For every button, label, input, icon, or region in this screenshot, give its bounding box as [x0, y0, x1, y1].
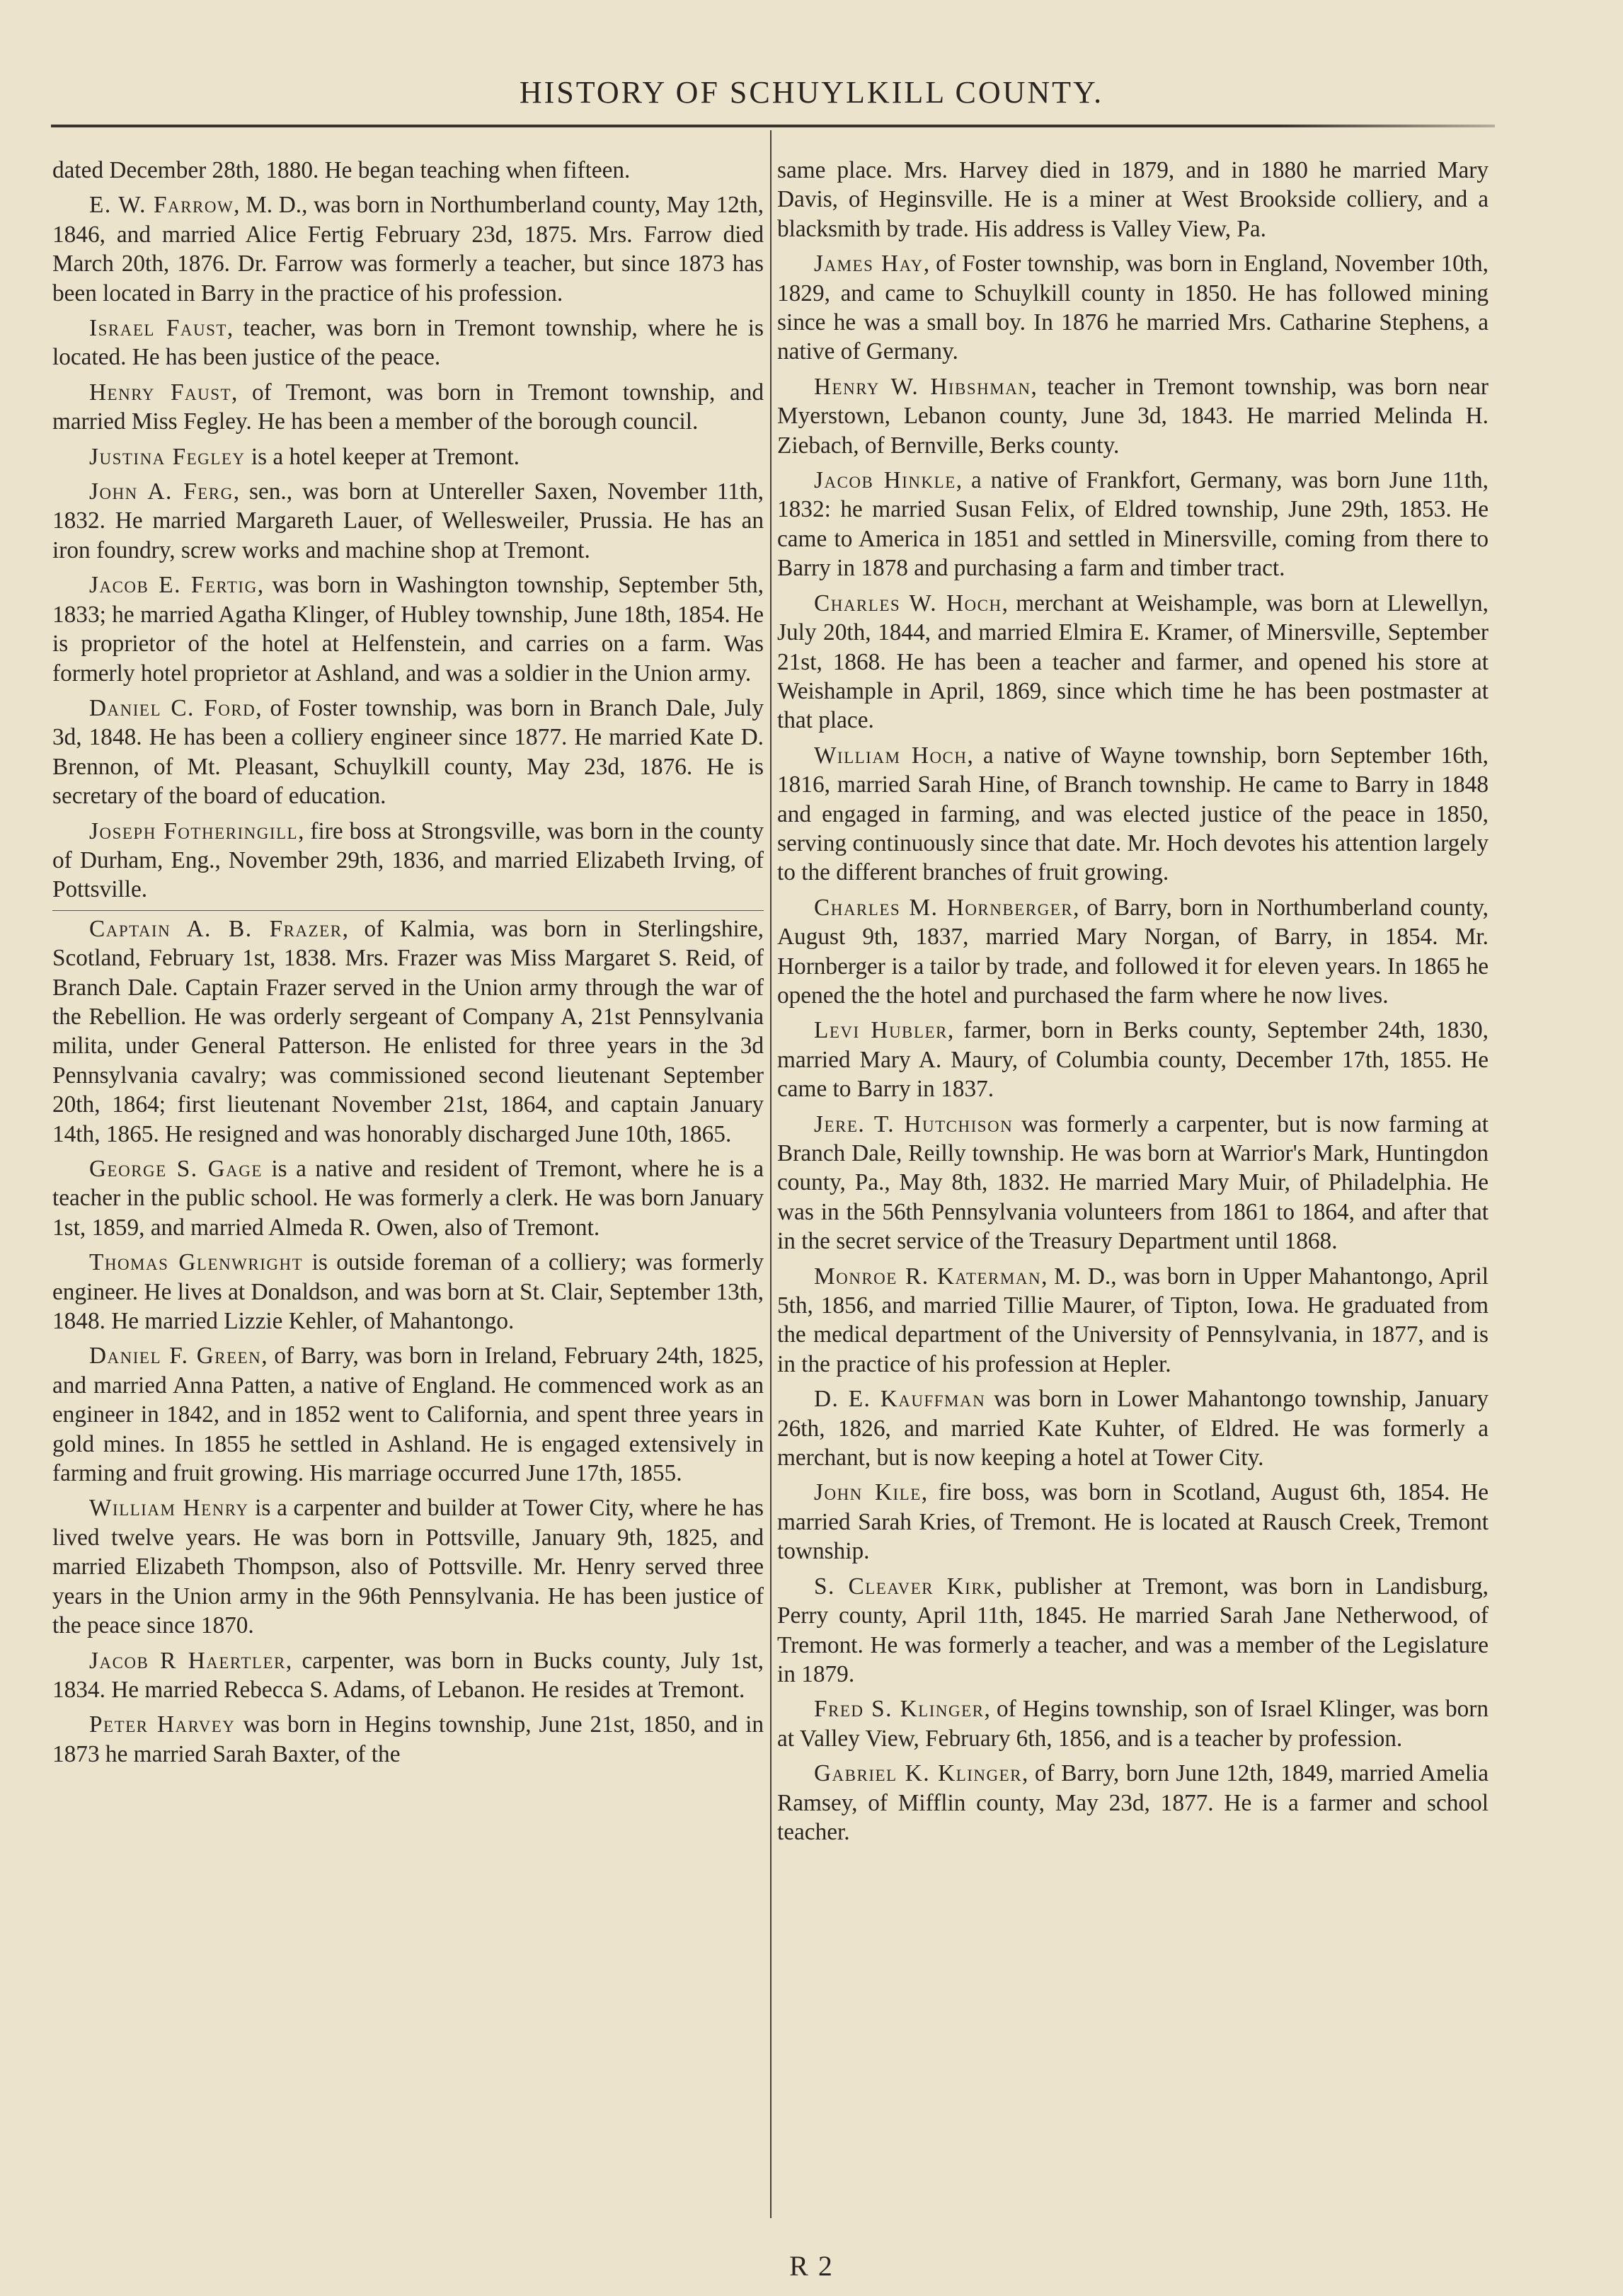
biography-entry: dated December 28th, 1880. He began teaching when fifteen. — [52, 157, 631, 183]
person-name: Henry Faust — [89, 379, 232, 406]
biography-entry: Joseph Fotheringill, fire boss at Strongsville, was born in the county of Durham, Eng., November 29th, 1836, and married Elizabeth Irving, of Pottsville. — [52, 817, 764, 903]
biography-entry: Captain A. B. Frazer, of Kalmia, was born in Sterlingshire, Scotland, February 1st, 1838. Mrs. Frazer was Miss Margaret S. Reid, of Branch Dale. Captain Frazer served in the Union army through the war of the Rebellion. He was orderly sergeant of Company A, 21st Pennsylvania milita, under General Patterson. He enlisted for three years in the 3d Pennsylvania cavalry; was commissioned second lieutenant September 20th, 1864; first lieutenant November 21st, 1864, and captain January 14th, 1865. He resigned and was honorably discharged June 10th, 1865. — [52, 910, 764, 1149]
biography-entry: Israel Faust, teacher, was born in Tremont township, where he is located. He has been justice of the peace. — [52, 315, 764, 371]
biography-entry: John Kile, fire boss, was born in Scotland, August 6th, 1854. He married Sarah Kries, of Tremont. He is located at Rausch Creek, Tremont township. — [777, 1479, 1489, 1565]
person-name: John A. Ferg — [89, 478, 234, 505]
biography-entry: Thomas Glenwright is outside foreman of a colliery; was formerly engineer. He lives at Donaldson, and was born at St. Clair, September 13th, 1848. He married Lizzie Kehler, of Mahantongo. — [52, 1249, 764, 1335]
person-name: William Henry — [89, 1495, 249, 1522]
person-name: Peter Harvey — [89, 1711, 236, 1738]
signature-mark: R 2 — [789, 2250, 834, 2282]
biography-entry: William Henry is a carpenter and builder at Tower City, where he has lived twelve years. He was born in Pottsville, January 9th, 1825, and married Elizabeth Thompson, also of Pottsville. Mr. Henry served three years in the Union army in the 96th Pennsylvania. He has been justice of the peace since 1870. — [52, 1495, 764, 1639]
person-name: Daniel C. Ford — [89, 694, 256, 721]
person-name: E. W. Farrow — [89, 192, 234, 219]
person-name: Jacob R Haertler — [89, 1647, 286, 1674]
person-name: Monroe R. Katerman — [814, 1263, 1042, 1290]
person-name: Charles W. Hoch — [814, 590, 1002, 616]
person-name: S. Cleaver Kirk — [814, 1573, 997, 1600]
biography-entry: Gabriel K. Klinger, of Barry, born June 12th, 1849, married Amelia Ramsey, of Mifflin county, May 23d, 1877. He is a farmer and school teacher. — [777, 1760, 1489, 1845]
person-name: Thomas Glenwright — [89, 1249, 304, 1276]
person-name: Joseph Fotheringill — [89, 817, 299, 844]
person-name: Levi Hubler — [814, 1017, 948, 1044]
column-divider — [770, 130, 772, 2218]
person-name: Israel Faust — [89, 315, 227, 342]
person-name: D. E. Kauffman — [814, 1386, 986, 1413]
biography-entry: Henry Faust, of Tremont, was born in Tremont township, and married Miss Fegley. He has been a member of the borough council. — [52, 379, 764, 435]
biography-entry: Peter Harvey was born in Hegins township, June 21st, 1850, and in 1873 he married Sarah Baxter, of the — [52, 1711, 764, 1767]
biography-entry: Fred S. Klinger, of Hegins township, son of Israel Klinger, was born at Valley View, February 6th, 1856, and is a teacher by profession. — [777, 1696, 1489, 1752]
person-name: John Kile — [814, 1479, 922, 1506]
person-name: George S. Gage — [89, 1156, 263, 1182]
biography-entry: Jacob Hinkle, a native of Frankfort, Germany, was born June 11th, 1832: he married Susan Felix, of Eldred township, June 29th, 1853. He came to America in 1851 and settled in Minersville, coming from there to Barry in 1878 and purchasing a farm and timber tract. — [777, 467, 1489, 582]
biography-entry: John A. Ferg, sen., was born at Untereller Saxen, November 11th, 1832. He married Margareth Lauer, of Wellesweiler, Prussia. He has an iron foundry, screw works and machine shop at Tremont. — [52, 478, 764, 563]
person-name: Jacob E. Fertig — [89, 572, 258, 599]
biography-entry: Jacob R Haertler, carpenter, was born in Bucks county, July 1st, 1834. He married Rebecca S. Adams, of Lebanon. He resides at Tremont. — [52, 1647, 764, 1703]
person-name: Gabriel K. Klinger — [814, 1760, 1023, 1787]
biography-entry: Henry W. Hibshman, teacher in Tremont township, was born near Myerstown, Lebanon county, June 3d, 1843. He married Melinda H. Ziebach, of Bernville, Berks county. — [777, 373, 1489, 459]
person-name: Captain A. B. Frazer — [89, 915, 343, 942]
biography-entry: Charles M. Hornberger, of Barry, born in Northumberland county, August 9th, 1837, married Mary Norgan, of Barry, in 1854. Mr. Hornberger is a tailor by trade, and followed it for eleven years. In 1865 he opened the the hotel and purchased the farm where he now lives. — [777, 894, 1489, 1009]
biography-entry: George S. Gage is a native and resident of Tremont, where he is a teacher in the public school. He was formerly a clerk. He was born January 1st, 1859, and married Almeda R. Owen, also of Tremont. — [52, 1156, 764, 1241]
person-name: Henry W. Hibshman — [814, 373, 1031, 400]
person-name: Justina Fegley — [89, 443, 246, 470]
biography-entry: Daniel F. Green, of Barry, was born in Ireland, February 24th, 1825, and married Anna Patten, a native of England. He commenced work as an engineer in 1842, and in 1852 went to California, and spent three years in gold mines. In 1855 he settled in Ashland. He is engaged extensively in farming and fruit growing. His marriage occurred June 17th, 1855. — [52, 1343, 764, 1487]
biography-entry: Jere. T. Hutchison was formerly a carpenter, but is now farming at Branch Dale, Reilly township. He was born at Warrior's Mark, Huntingdon county, Pa., May 8th, 1832. He married Mary Muir, of Philadelphia. He was in the 56th Pennsylvania volunteers from 1861 to 1864, and after that in the secret service of the Treasury Department until 1868. — [777, 1110, 1489, 1255]
page-header: HISTORY OF SCHUYLKILL COUNTY. — [519, 75, 1104, 110]
biography-entry: Daniel C. Ford, of Foster township, was born in Branch Dale, July 3d, 1848. He has been a colliery engineer since 1877. He married Kate D. Brennon, of Mt. Pleasant, Schuylkill county, May 23d, 1876. He is secretary of the board of education. — [52, 694, 764, 810]
biography-entry: Levi Hubler, farmer, born in Berks county, September 24th, 1830, married Mary A. Maury, of Columbia county, December 17th, 1855. He came to Barry in 1837. — [777, 1017, 1489, 1103]
biography-entry: Charles W. Hoch, merchant at Weishample, was born at Llewellyn, July 20th, 1844, and married Elmira E. Kramer, of Minersville, September 21st, 1868. He has been a teacher and farmer, and opened his store at Weishample in April, 1869, since which time he has been postmaster at that place. — [777, 590, 1489, 734]
biography-entry: S. Cleaver Kirk, publisher at Tremont, was born in Landisburg, Perry county, April 11th, 1845. He married Sarah Jane Netherwood, of Tremont. He was formerly a teacher, and was a member of the Legislature in 1879. — [777, 1573, 1489, 1687]
person-name: Jere. T. Hutchison — [814, 1110, 1014, 1137]
person-name: Jacob Hinkle — [814, 467, 956, 494]
biography-entry: D. E. Kauffman was born in Lower Mahantongo township, January 26th, 1826, and married Kate Kuhter, of Eldred. He was formerly a merchant, but is now keeping a hotel at Tower City. — [777, 1386, 1489, 1471]
biography-entry: E. W. Farrow, M. D., was born in Northumberland county, May 12th, 1846, and married Alice Fertig February 23d, 1875. Mrs. Farrow died March 20th, 1876. Dr. Farrow was formerly a teacher, but since 1873 has been located in Barry in the practice of his profession. — [52, 192, 764, 306]
person-name: Daniel F. Green — [89, 1343, 262, 1370]
left-column — [52, 156, 764, 1774]
person-name: William Hoch — [814, 742, 968, 769]
biography-entry: William Hoch, a native of Wayne township, born September 16th, 1816, married Sarah Hine, of Branch township. He came to Barry in 1848 and engaged in farming, and was elected justice of the peace in 1850, serving continuously since that date. Mr. Hoch devotes his attention largely to the different branches of fruit growing. — [777, 742, 1489, 886]
biography-entry: same place. Mrs. Harvey died in 1879, and in 1880 he married Mary Davis, of Heginsville. He is a miner at West Brookside colliery, and a blacksmith by trade. His address is Valley View, Pa. — [777, 157, 1489, 242]
biography-entry: Justina Fegley is a hotel keeper at Tremont. — [89, 443, 520, 470]
right-column — [777, 156, 1489, 1852]
biography-entry: Jacob E. Fertig, was born in Washington township, September 5th, 1833; he married Agatha Klinger, of Hubley township, June 18th, 1854. He is proprietor of the hotel at Helfenstein, and carries on a farm. Was formerly hotel proprietor at Ashland, and was a soldier in the Union army. — [52, 572, 764, 687]
biography-entry: Monroe R. Katerman, M. D., was born in Upper Mahantongo, April 5th, 1856, and married Tillie Maurer, of Tipton, Iowa. He graduated from the medical department of the University of Pennsylvania, in 1877, and is in the practice of his profession at Hepler. — [777, 1263, 1489, 1377]
biography-entry: James Hay, of Foster township, was born in England, November 10th, 1829, and came to Schuylkill county in 1850. He has followed mining since he was a small boy. In 1876 he married Mrs. Catharine Stephens, a native of Germany. — [777, 251, 1489, 365]
person-name: Fred S. Klinger — [814, 1696, 985, 1723]
person-name: Charles M. Hornberger — [814, 894, 1074, 921]
person-name: James Hay — [814, 251, 924, 277]
header-rule — [51, 125, 1495, 127]
